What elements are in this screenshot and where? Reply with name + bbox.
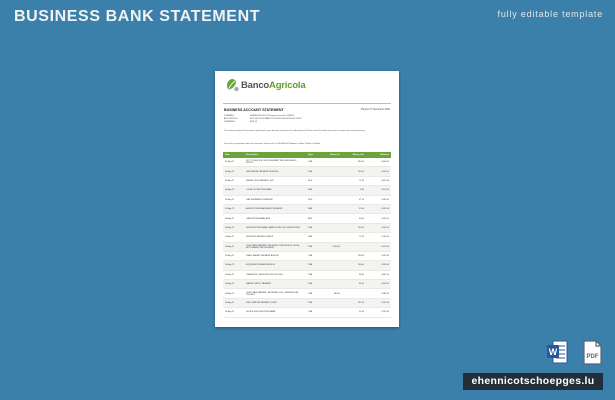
bank-logo: [224, 77, 305, 93]
cell-balance: 4 242.50: [366, 223, 391, 232]
table-row: [223, 270, 391, 279]
column-header-money-out: Money Out: [342, 152, 366, 158]
cell-date: 16 Aug 22: [223, 280, 244, 289]
bank-name-part2: Agricola: [269, 79, 306, 91]
statement-contact-note: If you have any questions about this statement, please call us at 000-000-000 Monday to Friday, 8.30am to 8.00pm.: [224, 143, 321, 145]
info-value: 6071 5455 0990 IBAN: PT50 0023 0004 5678 9012 3456 7: [250, 118, 303, 120]
column-header-description: Description: [244, 152, 306, 158]
cell-type: DDR: [306, 176, 322, 185]
leaf-logo-icon: [224, 77, 240, 93]
transactions-table: [223, 152, 391, 318]
cell-money-out: 19.20: [342, 308, 366, 317]
cell-description: LINE RENTAL PAYMENT MONTHLY: [244, 167, 306, 176]
cell-description: ENERGY BILL PAYMENT 1022: [244, 176, 306, 185]
info-row: [224, 121, 334, 124]
account-info: [224, 115, 334, 124]
info-value: GREEN FIELDS LTD Business account: 1234876: [250, 115, 294, 117]
column-header-balance: Balance: [366, 152, 391, 158]
cell-date: 14 Aug 22: [223, 261, 244, 270]
cell-money-out: 40.00: [342, 214, 366, 223]
bank-name-part1: Banco: [241, 79, 270, 91]
table-row: [223, 186, 391, 195]
cell-type: ATM: [306, 214, 322, 223]
cell-balance: 5 233.20: [366, 308, 391, 317]
cell-type: TRA: [306, 261, 322, 270]
cell-balance: 4 965.50: [366, 261, 391, 270]
cell-money-out: 180.00: [342, 158, 366, 167]
cell-money-in: [322, 251, 342, 260]
column-header-type: Type: [306, 152, 322, 158]
info-label: CURRENCY:: [224, 121, 236, 123]
cell-money-out: 231.10: [342, 298, 366, 307]
cell-money-in: [322, 204, 342, 213]
cell-type: TRA: [306, 270, 322, 279]
cell-money-in: [322, 308, 342, 317]
cell-balance: 4 820.00: [366, 158, 391, 167]
cell-balance: 5 095.50: [366, 251, 391, 260]
table-row: [223, 204, 391, 213]
cell-type: TRA: [306, 223, 322, 232]
info-label: COMPANY:: [224, 115, 235, 117]
cell-type: TRA: [306, 158, 322, 167]
cell-description: FUEL STATION PAYMENT, FLEET: [244, 298, 306, 307]
cell-date: 11 Aug 22: [223, 242, 244, 251]
pdf-format-icon[interactable]: [582, 340, 603, 365]
cell-money-in: 680.00: [322, 289, 342, 298]
cell-type: TRA: [306, 289, 322, 298]
cell-money-in: [322, 298, 342, 307]
cell-balance: 4 867.50: [366, 270, 391, 279]
cell-money-in: [322, 223, 342, 232]
cell-money-in: [322, 214, 342, 223]
website-badge[interactable]: ehennicotschoepges.lu: [463, 373, 603, 390]
cell-type: TRA: [306, 280, 322, 289]
info-label: ACCOUNT NO:: [224, 118, 238, 120]
cell-date: 09 Aug 22: [223, 223, 244, 232]
word-format-icon[interactable]: [547, 340, 568, 365]
banner-subtitle: fully editable template: [497, 9, 603, 19]
cell-money-out: 9.80: [342, 186, 366, 195]
cell-date: 05 Aug 22: [223, 195, 244, 204]
table-row: [223, 176, 391, 185]
cell-balance: 4 621.80: [366, 176, 391, 185]
cell-description: WATER SUPPLY PAYMENT: [244, 280, 306, 289]
transactions-body: [223, 158, 391, 317]
table-row: [223, 280, 391, 289]
cell-date: 07 Aug 22: [223, 204, 244, 213]
column-header-date: Date: [223, 152, 244, 158]
cell-money-out: 125.00: [342, 167, 366, 176]
table-row: [223, 251, 391, 260]
statement-date: Printed: 07 December 2023: [360, 108, 390, 111]
cell-type: TRA: [306, 251, 322, 260]
cell-balance: 5 252.40: [366, 298, 391, 307]
table-row: [223, 214, 391, 223]
cell-money-in: [322, 280, 342, 289]
table-row: [223, 289, 391, 298]
cell-description: OFFICE SUPPLIES PURCHASE: [244, 308, 306, 317]
cell-date: 15 Aug 22: [223, 270, 244, 279]
cell-money-in: [322, 195, 342, 204]
cell-money-in: [322, 233, 342, 242]
cell-date: 03 Aug 22: [223, 176, 244, 185]
table-row: [223, 261, 391, 270]
table-row: [223, 308, 391, 317]
pdf-icon-label: PDF: [586, 354, 599, 360]
cell-date: 24 Aug 22: [223, 308, 244, 317]
cell-money-out: [342, 289, 366, 298]
cell-money-out: 98.00: [342, 270, 366, 279]
cell-balance: 4 695.00: [366, 167, 391, 176]
cell-description: AGRICULTURE MACHINERY PAYMENT: [244, 204, 306, 213]
cell-money-in: [322, 270, 342, 279]
cell-money-out: 77.00: [342, 233, 366, 242]
cell-money-out: 250.00: [342, 223, 366, 232]
cell-date: 10 Aug 22: [223, 233, 244, 242]
table-row: [223, 167, 391, 176]
cell-balance: 5 483.50: [366, 289, 391, 298]
cell-balance: 4 803.50: [366, 280, 391, 289]
cell-description: STAFF SALARY PAYMENT AUGUST: [244, 251, 306, 260]
cell-balance: 6 015.50: [366, 242, 391, 251]
cell-type: TRA: [306, 167, 322, 176]
cell-type: TRA: [306, 308, 322, 317]
cell-money-out: 47.10: [342, 195, 366, 204]
table-row: [223, 223, 391, 232]
cell-description: CASH WITHDRAWAL ATM: [244, 214, 306, 223]
cell-money-out: 32.40: [342, 204, 366, 213]
table-row: [223, 158, 391, 167]
cell-type: TRA: [306, 298, 322, 307]
cell-description: CUSTOMER PAYMENT RECEIVED 0230 INVOICE #00190, SETTLEMENT REF 9034 8834: [244, 242, 306, 251]
header-divider: [223, 103, 391, 104]
cell-description: OUT TO INVOICE #00245 PAYMENT REF 84503 AGRO SUPPLY: [244, 158, 306, 167]
cell-money-in: [322, 158, 342, 167]
column-header-money-in: Money In: [322, 152, 342, 158]
cell-type: DDR: [306, 195, 322, 204]
cell-description: SUPPLIER PAYMENT SEEDS: [244, 233, 306, 242]
cell-balance: 4 532.50: [366, 204, 391, 213]
cell-money-out: [342, 242, 366, 251]
table-row: [223, 298, 391, 307]
cell-balance: 4 564.90: [366, 195, 391, 204]
table-row: [223, 242, 391, 251]
cell-money-in: [322, 176, 342, 185]
cell-money-out: 73.20: [342, 176, 366, 185]
cell-balance: 4 612.00: [366, 186, 391, 195]
statement-title: BUSINESS ACCOUNT STATEMENT: [224, 108, 284, 112]
cell-balance: 4 492.50: [366, 214, 391, 223]
cell-money-in: 1 850.00: [322, 242, 342, 251]
cell-type: TRA: [306, 242, 322, 251]
cell-type: DEB: [306, 186, 322, 195]
cell-description: CAR INSURANCE PREMIUM: [244, 195, 306, 204]
cell-money-in: [322, 261, 342, 270]
cell-money-in: [322, 186, 342, 195]
cell-description: CUSTOMER PAYMENT RECEIVED 0912, GREENHOUSE PROJECT: [244, 289, 306, 298]
cell-date: 04 Aug 22: [223, 186, 244, 195]
table-row: [223, 233, 391, 242]
cell-description: LOCAL STORE PURCHASE: [244, 186, 306, 195]
cell-type: DEB: [306, 204, 322, 213]
cell-date: 18 Aug 22: [223, 289, 244, 298]
table-row: [223, 195, 391, 204]
cell-money-in: [322, 167, 342, 176]
cell-money-out: 130.00: [342, 261, 366, 270]
cell-date: 08 Aug 22: [223, 214, 244, 223]
cell-money-out: 920.00: [342, 251, 366, 260]
cell-date: 02 Aug 22: [223, 167, 244, 176]
bank-name: [241, 80, 305, 91]
cell-date: 01 Aug 22: [223, 158, 244, 167]
word-icon-letter: W: [548, 347, 558, 357]
cell-date: 21 Aug 22: [223, 298, 244, 307]
statement-page: [215, 71, 399, 327]
cell-description: EQUIPMENT REPAIR SERVICE: [244, 261, 306, 270]
cell-date: 12 Aug 22: [223, 251, 244, 260]
cell-description: SUPPLIES PURCHASE, FARM STORE 0012 (FERTILIZER): [244, 223, 306, 232]
statement-note: This statement shows all transactions performed on your business account for the selected period. Please check the details and contact us if you notice any discrepancy.: [224, 130, 366, 132]
cell-balance: 4 165.50: [366, 233, 391, 242]
cell-description: TRANSPORT SERVICES INVOICE 0441: [244, 270, 306, 279]
banner-title: BUSINESS BANK STATEMENT: [14, 8, 261, 25]
cell-type: DEB: [306, 233, 322, 242]
info-value: EUR (€): [250, 121, 258, 123]
cell-money-out: 64.00: [342, 280, 366, 289]
